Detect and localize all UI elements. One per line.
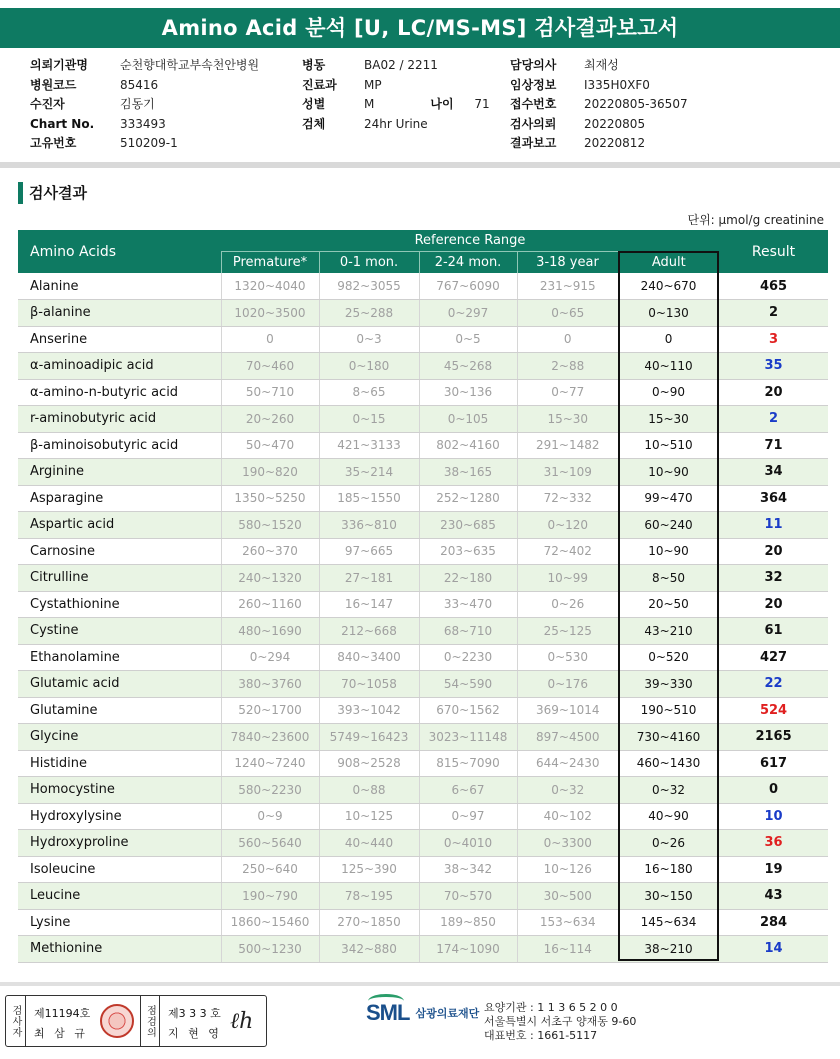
logo-name: 삼광의료재단	[415, 1007, 480, 1020]
reference-value: 480~1690	[221, 618, 319, 645]
amino-acid-name: Cystine	[18, 618, 221, 645]
reference-value: 0~9	[221, 803, 319, 830]
adult-reference-value: 60~240	[618, 512, 719, 539]
age-label: 나이	[430, 97, 454, 111]
amino-acid-name: Leucine	[18, 883, 221, 910]
amino-acid-name: r-aminobutyric acid	[18, 406, 221, 433]
reference-value: 72~402	[517, 538, 618, 565]
info-value: 85416	[120, 77, 159, 92]
header-reference-range: Reference Range	[221, 230, 719, 251]
reference-value: 0~88	[319, 777, 419, 804]
reference-value: 1320~4040	[221, 273, 319, 300]
reference-value: 580~2230	[221, 777, 319, 804]
table-row	[18, 671, 828, 698]
reference-value: 0	[517, 326, 618, 353]
reference-value: 0~26	[517, 591, 618, 618]
reference-value: 380~3760	[221, 671, 319, 698]
table-row	[18, 353, 828, 380]
result-value: 61	[719, 618, 828, 645]
reference-value: 250~640	[221, 856, 319, 883]
info-label: 검체	[302, 116, 326, 131]
table-row	[18, 724, 828, 751]
reference-value: 897~4500	[517, 724, 618, 751]
table-row	[18, 591, 828, 618]
amino-acid-name: Glutamine	[18, 697, 221, 724]
info-value: MP	[364, 77, 382, 92]
reference-value: 260~1160	[221, 591, 319, 618]
amino-acid-name: Asparagine	[18, 485, 221, 512]
unit-label: 단위: μmol/g creatinine	[687, 213, 824, 227]
reference-value: 802~4160	[419, 432, 517, 459]
reviewer-number: 제3 3 3 호	[168, 1007, 221, 1020]
reference-value: 231~915	[517, 273, 618, 300]
reference-value: 982~3055	[319, 273, 419, 300]
result-value: 2	[719, 300, 828, 327]
patient-info-column-1	[30, 56, 259, 154]
info-value: M	[364, 97, 375, 111]
table-row	[18, 512, 828, 539]
info-label: 임상정보	[510, 77, 557, 92]
amino-acid-name: Aspartic acid	[18, 512, 221, 539]
reference-value: 40~440	[319, 830, 419, 857]
adult-reference-value: 40~90	[618, 803, 719, 830]
amino-acid-name: Lysine	[18, 909, 221, 936]
table-row	[18, 618, 828, 645]
reference-value: 1240~7240	[221, 750, 319, 777]
amino-acid-name: β-aminoisobutyric acid	[18, 432, 221, 459]
vertical-label-text: 검사자	[10, 1004, 21, 1038]
info-row	[302, 56, 490, 76]
reference-value: 336~810	[319, 512, 419, 539]
adult-reference-value: 10~90	[618, 459, 719, 486]
result-value: 32	[719, 565, 828, 592]
reference-value: 190~790	[221, 883, 319, 910]
info-label: 병동	[302, 58, 326, 72]
table-row	[18, 326, 828, 353]
table-row	[18, 883, 828, 910]
reference-value: 230~685	[419, 512, 517, 539]
header-adult: Adult	[618, 251, 719, 273]
info-value: 순천향대학교부속천안병원	[120, 58, 260, 72]
amino-acid-name: Carnosine	[18, 538, 221, 565]
reference-value: 25~125	[517, 618, 618, 645]
adult-reference-value: 30~150	[618, 883, 719, 910]
result-value: 22	[719, 671, 828, 698]
info-label: 접수번호	[510, 97, 557, 111]
result-value: 427	[719, 644, 828, 671]
amino-acid-name: Glycine	[18, 724, 221, 751]
header-amino-acids: Amino Acids	[18, 230, 221, 273]
result-value: 465	[719, 273, 828, 300]
reference-value: 6~67	[419, 777, 517, 804]
amino-acid-name: β-alanine	[18, 300, 221, 327]
info-row	[302, 95, 490, 115]
amino-acid-name: Glutamic acid	[18, 671, 221, 698]
reference-value: 0~65	[517, 300, 618, 327]
result-value: 20	[719, 379, 828, 406]
table-row	[18, 803, 828, 830]
adult-reference-value: 0~130	[618, 300, 719, 327]
amino-acid-name: Alanine	[18, 273, 221, 300]
reference-value: 10~125	[319, 803, 419, 830]
reference-value: 3023~11148	[419, 724, 517, 751]
adult-reference-value: 190~510	[618, 697, 719, 724]
adult-reference-value: 40~110	[618, 353, 719, 380]
info-row	[30, 76, 259, 96]
info-value: I335H0XF0	[584, 77, 650, 92]
table-row	[18, 936, 828, 963]
amino-acid-name: α-aminoadipic acid	[18, 353, 221, 380]
adult-reference-value: 8~50	[618, 565, 719, 592]
contact-line: 대표번호 : 1661-5117	[484, 1029, 598, 1042]
result-value: 43	[719, 883, 828, 910]
reference-value: 0~176	[517, 671, 618, 698]
result-value: 0	[719, 777, 828, 804]
result-value: 2165	[719, 724, 828, 751]
logo-arc-icon	[368, 994, 404, 1008]
reference-value: 27~181	[319, 565, 419, 592]
info-label: 담당의사	[510, 58, 557, 72]
info-label: 수진자	[30, 97, 65, 111]
info-value: 24hr Urine	[364, 116, 428, 131]
info-row	[30, 115, 259, 135]
reference-value: 252~1280	[419, 485, 517, 512]
reference-value: 815~7090	[419, 750, 517, 777]
header-0-1-mon: 0-1 mon.	[319, 251, 419, 273]
reference-value: 0~294	[221, 644, 319, 671]
reference-value: 2~88	[517, 353, 618, 380]
reference-value: 270~1850	[319, 909, 419, 936]
info-label: 고유번호	[30, 136, 77, 150]
amino-acid-name: Anserine	[18, 326, 221, 353]
reference-value: 50~710	[221, 379, 319, 406]
reference-value: 0~77	[517, 379, 618, 406]
reference-value: 0~32	[517, 777, 618, 804]
header-divider	[0, 162, 840, 168]
reference-value: 45~268	[419, 353, 517, 380]
reference-value: 25~288	[319, 300, 419, 327]
info-value: 김동기	[120, 97, 155, 111]
header-premature: Premature*	[221, 251, 319, 273]
footer-divider	[0, 982, 840, 986]
header-2-24-mon: 2-24 mon.	[419, 251, 517, 273]
adult-reference-value: 730~4160	[618, 724, 719, 751]
reference-value: 0~15	[319, 406, 419, 433]
info-value: 20220812	[584, 136, 646, 150]
adult-reference-value: 16~180	[618, 856, 719, 883]
table-row	[18, 856, 828, 883]
result-value: 2	[719, 406, 828, 433]
result-value: 20	[719, 538, 828, 565]
reference-value: 70~570	[419, 883, 517, 910]
table-row	[18, 432, 828, 459]
result-value: 14	[719, 936, 828, 963]
contact-info	[484, 1001, 636, 1043]
reference-value: 0~3	[319, 326, 419, 353]
reference-value: 97~665	[319, 538, 419, 565]
info-row	[510, 95, 688, 115]
adult-reference-value: 39~330	[618, 671, 719, 698]
reference-value: 369~1014	[517, 697, 618, 724]
result-value: 3	[719, 326, 828, 353]
reference-value: 1020~3500	[221, 300, 319, 327]
info-value: 20220805	[584, 116, 646, 131]
table-row	[18, 750, 828, 777]
reference-value: 38~342	[419, 856, 517, 883]
table-row	[18, 777, 828, 804]
reference-value: 15~30	[517, 406, 618, 433]
reference-value: 240~1320	[221, 565, 319, 592]
result-value: 364	[719, 485, 828, 512]
reference-value: 0~530	[517, 644, 618, 671]
logo-mark: SML	[366, 1000, 410, 1025]
table-row	[18, 406, 828, 433]
reference-value: 190~820	[221, 459, 319, 486]
info-label: 검사의뢰	[510, 116, 557, 131]
reference-value: 16~147	[319, 591, 419, 618]
info-row	[30, 134, 259, 154]
amino-acid-name: Methionine	[18, 936, 221, 963]
reference-value: 54~590	[419, 671, 517, 698]
info-row	[510, 134, 688, 154]
reference-value: 0~5	[419, 326, 517, 353]
reference-value: 125~390	[319, 856, 419, 883]
table-row	[18, 273, 828, 300]
result-value: 34	[719, 459, 828, 486]
reference-value: 0~105	[419, 406, 517, 433]
inspector-label	[6, 996, 26, 1046]
reference-value: 767~6090	[419, 273, 517, 300]
table-row	[18, 909, 828, 936]
patient-info-column-2	[302, 56, 490, 134]
report-title: Amino Acid 분석 [U, LC/MS-MS] 검사결과보고서	[0, 8, 840, 48]
result-value: 284	[719, 909, 828, 936]
table-row	[18, 300, 828, 327]
adult-reference-value: 460~1430	[618, 750, 719, 777]
amino-acid-name: Hydroxyproline	[18, 830, 221, 857]
reference-value: 189~850	[419, 909, 517, 936]
result-value: 36	[719, 830, 828, 857]
reference-value: 22~180	[419, 565, 517, 592]
adult-reference-value: 38~210	[618, 936, 719, 963]
reference-value: 40~102	[517, 803, 618, 830]
reference-value: 50~470	[221, 432, 319, 459]
reference-value: 20~260	[221, 406, 319, 433]
adult-reference-value: 0~520	[618, 644, 719, 671]
reference-value: 260~370	[221, 538, 319, 565]
reference-value: 10~99	[517, 565, 618, 592]
adult-reference-value: 10~90	[618, 538, 719, 565]
results-table	[18, 230, 828, 963]
adult-reference-value: 0~26	[618, 830, 719, 857]
reference-value: 8~65	[319, 379, 419, 406]
reference-value: 0~2230	[419, 644, 517, 671]
info-row	[510, 56, 688, 76]
reference-value: 38~165	[419, 459, 517, 486]
signature-icon: ℓh	[230, 1009, 254, 1034]
reference-value: 68~710	[419, 618, 517, 645]
reference-value: 0~97	[419, 803, 517, 830]
adult-reference-value: 145~634	[618, 909, 719, 936]
reference-value: 0~297	[419, 300, 517, 327]
table-row	[18, 379, 828, 406]
reference-value: 72~332	[517, 485, 618, 512]
adult-reference-value: 0~32	[618, 777, 719, 804]
reference-value: 840~3400	[319, 644, 419, 671]
info-value: 최재성	[584, 58, 619, 72]
info-row	[302, 76, 490, 96]
age-value: 71	[474, 97, 490, 111]
reference-value: 342~880	[319, 936, 419, 963]
table-row	[18, 538, 828, 565]
table-row	[18, 644, 828, 671]
adult-reference-value: 20~50	[618, 591, 719, 618]
amino-acid-name: Homocystine	[18, 777, 221, 804]
table-row	[18, 697, 828, 724]
section-title: 검사결과	[18, 182, 87, 204]
info-value: BA02 / 2211	[364, 58, 438, 72]
header-result: Result	[719, 230, 828, 273]
amino-acid-name: Hydroxylysine	[18, 803, 221, 830]
reference-value: 35~214	[319, 459, 419, 486]
reference-value: 908~2528	[319, 750, 419, 777]
reference-value: 644~2430	[517, 750, 618, 777]
adult-reference-value: 15~30	[618, 406, 719, 433]
reference-value: 5749~16423	[319, 724, 419, 751]
info-row	[510, 76, 688, 96]
amino-acid-name: Arginine	[18, 459, 221, 486]
result-value: 20	[719, 591, 828, 618]
table-row	[18, 565, 828, 592]
reference-value: 212~668	[319, 618, 419, 645]
reference-value: 520~1700	[221, 697, 319, 724]
reference-value: 78~195	[319, 883, 419, 910]
reference-value: 7840~23600	[221, 724, 319, 751]
result-value: 524	[719, 697, 828, 724]
reference-value: 30~136	[419, 379, 517, 406]
reviewer-label	[140, 996, 160, 1046]
amino-acid-name: Ethanolamine	[18, 644, 221, 671]
reference-value: 421~3133	[319, 432, 419, 459]
adult-reference-value: 99~470	[618, 485, 719, 512]
table-row	[18, 830, 828, 857]
header-3-18-year: 3-18 year	[517, 251, 618, 273]
info-label: 병원코드	[30, 77, 77, 92]
reference-value: 203~635	[419, 538, 517, 565]
adult-reference-value: 0	[618, 326, 719, 353]
patient-info-column-3	[510, 56, 688, 154]
table-row	[18, 485, 828, 512]
reference-value: 0~180	[319, 353, 419, 380]
result-value: 35	[719, 353, 828, 380]
adult-reference-value: 0~90	[618, 379, 719, 406]
result-value: 71	[719, 432, 828, 459]
reference-value: 185~1550	[319, 485, 419, 512]
reference-value: 70~460	[221, 353, 319, 380]
info-row	[302, 115, 490, 135]
info-value: 20220805-36507	[584, 97, 688, 111]
amino-acid-name: Histidine	[18, 750, 221, 777]
contact-line: 요양기관 : 1 1 3 6 5 2 0 0	[484, 1001, 618, 1014]
reference-value: 560~5640	[221, 830, 319, 857]
amino-acid-name: α-amino-n-butyric acid	[18, 379, 221, 406]
amino-acid-name: Isoleucine	[18, 856, 221, 883]
reference-value: 30~500	[517, 883, 618, 910]
reference-value: 500~1230	[221, 936, 319, 963]
reference-value: 1350~5250	[221, 485, 319, 512]
reference-value: 0	[221, 326, 319, 353]
reference-value: 0~3300	[517, 830, 618, 857]
reference-value: 70~1058	[319, 671, 419, 698]
info-value: 510209-1	[120, 136, 178, 150]
reference-value: 393~1042	[319, 697, 419, 724]
reviewer-name: 지 현 영	[168, 1027, 222, 1040]
info-row	[510, 115, 688, 135]
info-value: 333493	[120, 116, 166, 131]
result-value: 10	[719, 803, 828, 830]
result-value: 617	[719, 750, 828, 777]
reference-value: 10~126	[517, 856, 618, 883]
reference-value: 33~470	[419, 591, 517, 618]
info-label: 결과보고	[510, 136, 557, 150]
reference-value: 31~109	[517, 459, 618, 486]
reference-value: 16~114	[517, 936, 618, 963]
contact-line: 서울특별시 서초구 양재동 9-60	[484, 1015, 637, 1028]
adult-reference-value: 240~670	[618, 273, 719, 300]
vertical-label-text: 점검의	[144, 1004, 156, 1038]
reference-value: 580~1520	[221, 512, 319, 539]
amino-acid-name: Citrulline	[18, 565, 221, 592]
info-row	[30, 56, 259, 76]
inspector-number: 제11194호	[34, 1007, 91, 1020]
reference-value: 174~1090	[419, 936, 517, 963]
result-value: 19	[719, 856, 828, 883]
inspector-name: 최 삼 규	[34, 1027, 88, 1040]
info-label: 진료과	[302, 77, 337, 92]
seal-stamp-icon	[100, 1004, 134, 1038]
reference-value: 0~4010	[419, 830, 517, 857]
reference-value: 291~1482	[517, 432, 618, 459]
info-row	[30, 95, 259, 115]
info-label: 성별	[302, 97, 326, 111]
info-label: 의뢰기관명	[30, 58, 88, 72]
reference-value: 153~634	[517, 909, 618, 936]
reference-value: 670~1562	[419, 697, 517, 724]
reference-value: 0~120	[517, 512, 618, 539]
reference-value: 1860~15460	[221, 909, 319, 936]
signature-box	[5, 995, 267, 1047]
sml-logo	[366, 1000, 479, 1026]
amino-acid-name: Cystathionine	[18, 591, 221, 618]
adult-reference-value: 10~510	[618, 432, 719, 459]
info-label: Chart No.	[30, 116, 95, 131]
adult-reference-value: 43~210	[618, 618, 719, 645]
footer	[0, 990, 840, 1059]
result-value: 11	[719, 512, 828, 539]
table-row	[18, 459, 828, 486]
